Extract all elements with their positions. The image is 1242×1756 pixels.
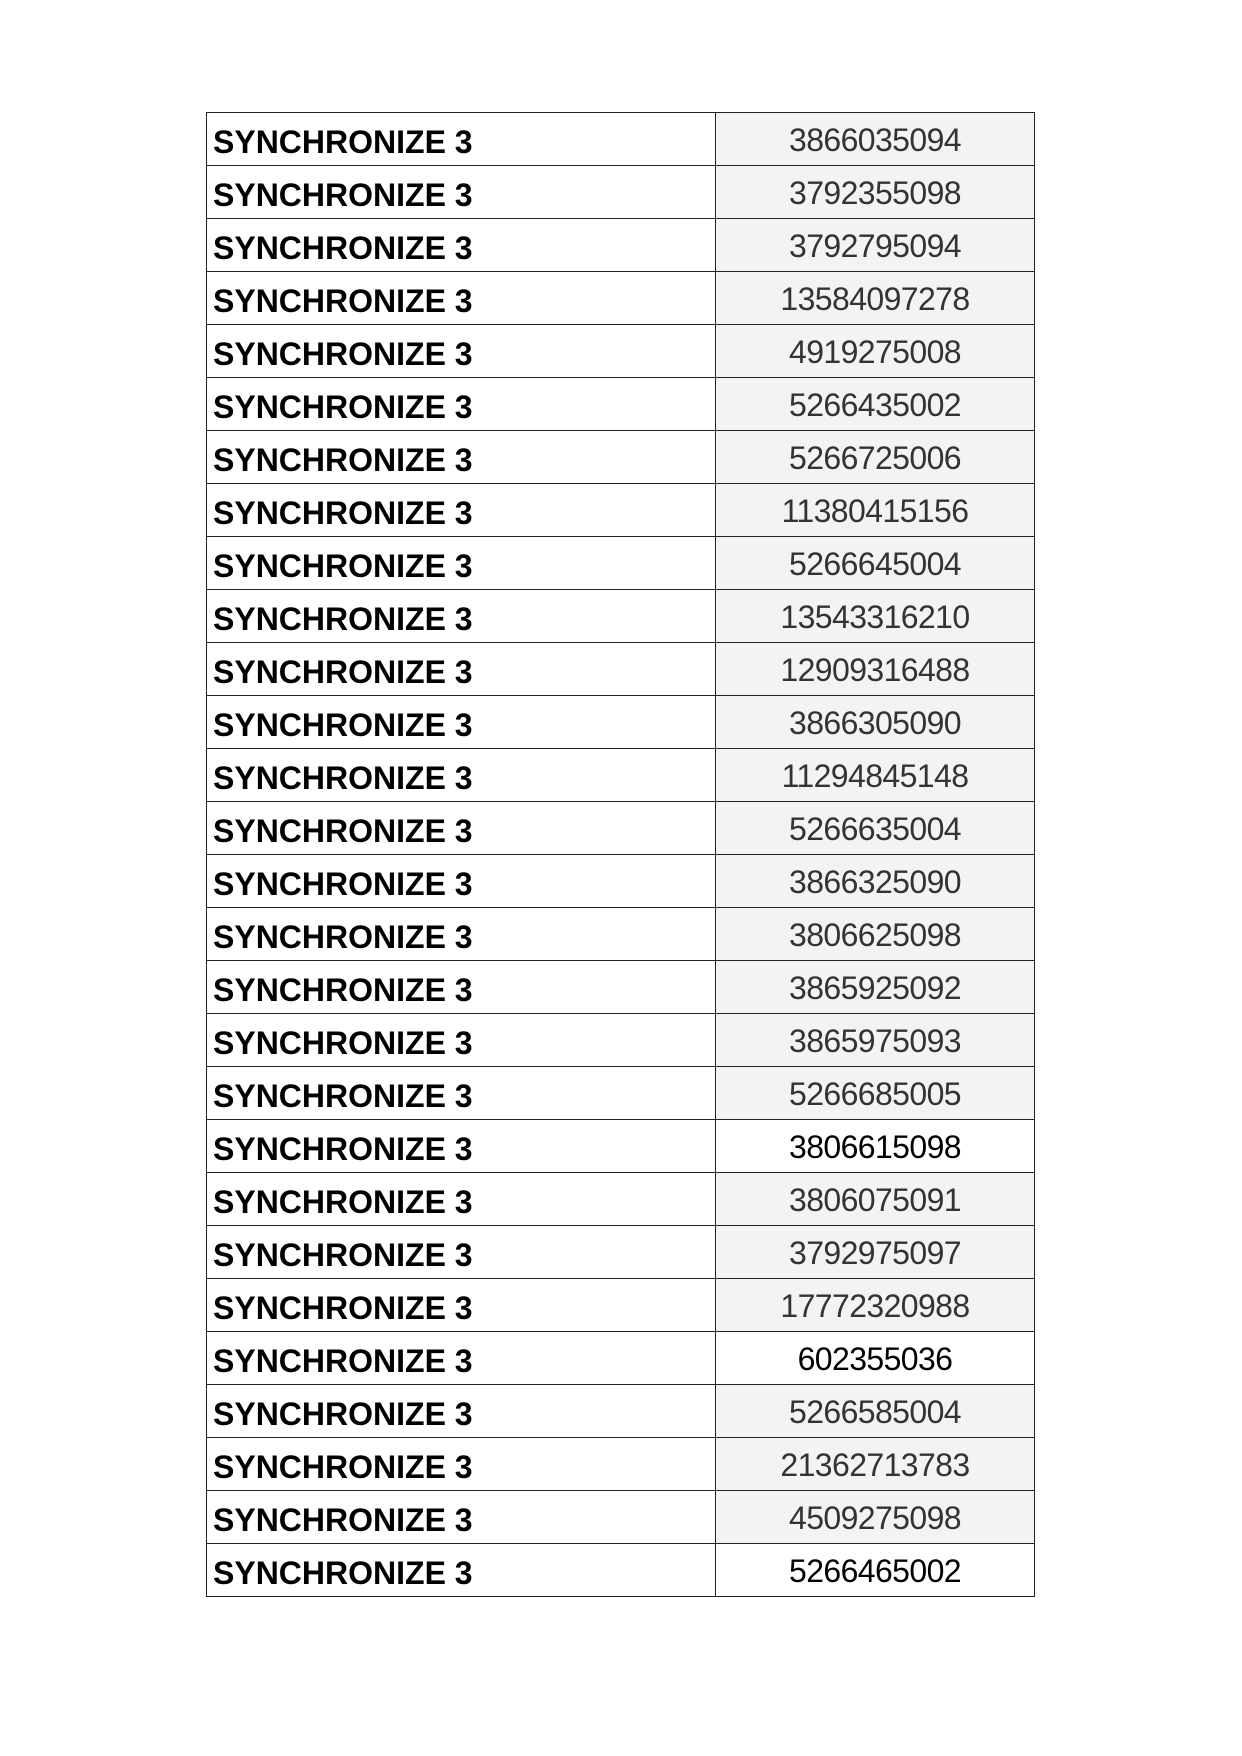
table-row (207, 378, 1035, 431)
row-value-cell: 3866035094 (716, 113, 1035, 166)
row-label-cell: SYNCHRONIZE 3 (207, 272, 716, 325)
row-value-cell: 5266645004 (716, 537, 1035, 590)
row-value-cell: 3792975097 (716, 1226, 1035, 1279)
row-label-cell: SYNCHRONIZE 3 (207, 113, 716, 166)
table-row (207, 802, 1035, 855)
table-row (207, 1491, 1035, 1544)
table-row (207, 908, 1035, 961)
row-label-cell: SYNCHRONIZE 3 (207, 908, 716, 961)
table-row (207, 272, 1035, 325)
table-body (207, 113, 1035, 1597)
row-value-cell: 12909316488 (716, 643, 1035, 696)
table-row (207, 1173, 1035, 1226)
table-row (207, 484, 1035, 537)
table-row (207, 1385, 1035, 1438)
table-row (207, 113, 1035, 166)
row-label-cell: SYNCHRONIZE 3 (207, 1173, 716, 1226)
row-label-cell: SYNCHRONIZE 3 (207, 537, 716, 590)
table-row (207, 590, 1035, 643)
table-row (207, 961, 1035, 1014)
row-value-cell: 3806615098 (716, 1120, 1035, 1173)
row-label-cell: SYNCHRONIZE 3 (207, 696, 716, 749)
row-label-cell: SYNCHRONIZE 3 (207, 1120, 716, 1173)
row-label-cell: SYNCHRONIZE 3 (207, 1438, 716, 1491)
table-row (207, 1120, 1035, 1173)
row-value-cell: 3865925092 (716, 961, 1035, 1014)
row-label-cell: SYNCHRONIZE 3 (207, 1014, 716, 1067)
row-value-cell: 5266635004 (716, 802, 1035, 855)
table-row (207, 1544, 1035, 1597)
row-value-cell: 21362713783 (716, 1438, 1035, 1491)
row-value-cell: 3792355098 (716, 166, 1035, 219)
table-row (207, 855, 1035, 908)
table-row (207, 1067, 1035, 1120)
row-value-cell: 4919275008 (716, 325, 1035, 378)
row-label-cell: SYNCHRONIZE 3 (207, 1226, 716, 1279)
row-label-cell: SYNCHRONIZE 3 (207, 961, 716, 1014)
row-value-cell: 3792795094 (716, 219, 1035, 272)
row-value-cell: 602355036 (716, 1332, 1035, 1385)
row-value-cell: 3866305090 (716, 696, 1035, 749)
table-row (207, 1332, 1035, 1385)
table-row (207, 696, 1035, 749)
row-label-cell: SYNCHRONIZE 3 (207, 1491, 716, 1544)
row-value-cell: 5266465002 (716, 1544, 1035, 1597)
row-label-cell: SYNCHRONIZE 3 (207, 1385, 716, 1438)
row-value-cell: 3806625098 (716, 908, 1035, 961)
table-row (207, 325, 1035, 378)
row-label-cell: SYNCHRONIZE 3 (207, 431, 716, 484)
table-row (207, 1438, 1035, 1491)
row-label-cell: SYNCHRONIZE 3 (207, 643, 716, 696)
row-label-cell: SYNCHRONIZE 3 (207, 590, 716, 643)
table-row (207, 537, 1035, 590)
table-row (207, 1226, 1035, 1279)
row-label-cell: SYNCHRONIZE 3 (207, 325, 716, 378)
table-row (207, 1014, 1035, 1067)
row-value-cell: 5266685005 (716, 1067, 1035, 1120)
table-row (207, 749, 1035, 802)
row-label-cell: SYNCHRONIZE 3 (207, 802, 716, 855)
row-label-cell: SYNCHRONIZE 3 (207, 484, 716, 537)
row-label-cell: SYNCHRONIZE 3 (207, 166, 716, 219)
row-value-cell: 17772320988 (716, 1279, 1035, 1332)
table-row (207, 219, 1035, 272)
row-value-cell: 13543316210 (716, 590, 1035, 643)
row-label-cell: SYNCHRONIZE 3 (207, 1544, 716, 1597)
row-label-cell: SYNCHRONIZE 3 (207, 1279, 716, 1332)
table-row (207, 1279, 1035, 1332)
row-value-cell: 13584097278 (716, 272, 1035, 325)
row-value-cell: 3866325090 (716, 855, 1035, 908)
row-value-cell: 5266435002 (716, 378, 1035, 431)
table-row (207, 166, 1035, 219)
row-value-cell: 4509275098 (716, 1491, 1035, 1544)
row-label-cell: SYNCHRONIZE 3 (207, 378, 716, 431)
table-row (207, 431, 1035, 484)
row-label-cell: SYNCHRONIZE 3 (207, 219, 716, 272)
row-value-cell: 3806075091 (716, 1173, 1035, 1226)
row-label-cell: SYNCHRONIZE 3 (207, 749, 716, 802)
row-label-cell: SYNCHRONIZE 3 (207, 1332, 716, 1385)
row-label-cell: SYNCHRONIZE 3 (207, 855, 716, 908)
table-row (207, 643, 1035, 696)
row-label-cell: SYNCHRONIZE 3 (207, 1067, 716, 1120)
row-value-cell: 11380415156 (716, 484, 1035, 537)
row-value-cell: 5266585004 (716, 1385, 1035, 1438)
row-value-cell: 5266725006 (716, 431, 1035, 484)
row-value-cell: 11294845148 (716, 749, 1035, 802)
row-value-cell: 3865975093 (716, 1014, 1035, 1067)
data-table (206, 112, 1035, 1597)
